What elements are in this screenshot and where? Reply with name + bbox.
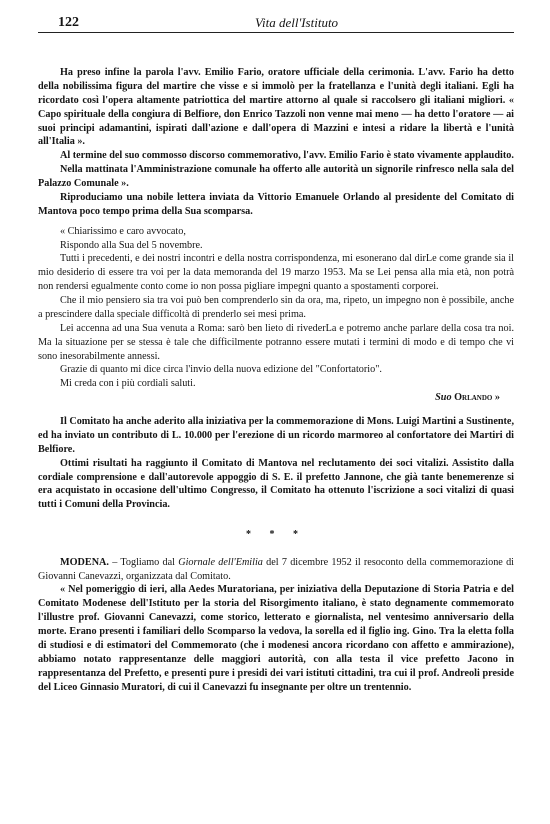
paragraph-soci-vitalizi: Ottimi risultati ha raggiunto il Comitato di Mantova nel reclutamento dei soci vitalizi. Assistito dalla cordiale comprensione e dall'autorevole appoggio di S. E. il prefetto Jannone, che già tante benemerenze si era acquistato in occasione dell'ultimo Congresso, il Comitato ha ottenuto l'iscrizione a soci vitalizi di quasi tutti i Comuni della Provincia. bbox=[38, 457, 514, 511]
letter-paragraph: Grazie di quanto mi dice circa l'invio della nuova edizione del "Confortatorio". bbox=[60, 364, 382, 376]
signature-prefix: Suo bbox=[435, 392, 452, 404]
letter-paragraph: Che il mio pensiero sia tra voi può ben comprenderlo sin da ora, ma, ripeto, un impegno non è possibile, anche a prescindere dalla speciale difficoltà di prenderlo sei mesi prima. bbox=[38, 295, 514, 320]
letter-signature bbox=[38, 391, 500, 405]
paragraph-martini: Il Comitato ha anche aderito alla iniziativa per la commemorazione di Mons. Luigi Martini a Sustinente, ed ha inviato un contributo di L. 10.000 per l'erezione di un ricordo marmoreo al confortatore dei Martiri di Belfiore. bbox=[38, 416, 514, 455]
paragraph-reception: Nella mattinata l'Amministrazione comunale ha offerto alle autorità un signorile rinfresco nella sala del Palazzo Comunale ». bbox=[38, 164, 514, 189]
paragraph-modena-report: « Nel pomeriggio di ieri, alla Aedes Muratoriana, per iniziativa della Deputazione di Storia Patria e del Comitato Modenese dell'Istituto per la storia del Risorgimento italiano, è stato degnamente commemorato l'illustre prof. Giovanni Canevazzi, come storico, letterato e giornalista, nel ventesimo anniversario della morte. Erano presenti i familiari dello Scomparso la vedova, la sorella ed il figlio ing. Gino. Tra la eletta folla di studiosi e di estimatori del Commemorato (che i modenesi ancora ricordano con affetto e ammirazione), abbiamo notato rappresentanze delle maggiori autorità, con alla testa il vice prefetto Jacono in rappresentanza del Prefetto, e presenti pure i presidi dei vari istituti cittadini, tra cui il prof. Andreoli preside del Liceo Ginnasio Muratori, di cui il Canevazzi fu insegnante per oltre un trentennio. bbox=[38, 584, 514, 693]
running-title: Vita dell'Istituto bbox=[255, 15, 339, 30]
letter-reply: Rispondo alla Sua del 5 novembre. bbox=[60, 239, 203, 251]
page-number: 122 bbox=[58, 15, 79, 30]
letter-paragraph: Lei accenna ad una Sua venuta a Roma: sarò ben lieto di rivederLa e potremo anche parlare della cosa tra noi. Ma la situazione per se stessa è tale che difficilmente potranno essere mutati i termini di modo e di tempo che vi sono inesorabilmente annessi. bbox=[38, 322, 514, 362]
paragraph-applause: Al termine del suo commosso discorso commemorativo, l'avv. Emilio Fario è stato vivamente applaudito. bbox=[60, 150, 514, 162]
newspaper-title: Giornale dell'Emilia bbox=[178, 556, 263, 568]
paragraph-modena-intro: MODENA. – Togliamo dal Giornale dell'Emilia del 7 dicembre 1952 il resoconto della commemorazione di Giovanni Canevazzi, organizzata dal Comitato. bbox=[38, 556, 514, 582]
letter-closing: Mi creda con i più cordiali saluti. bbox=[60, 378, 196, 390]
paragraph-fario-speech: Ha preso infine la parola l'avv. Emilio Fario, oratore ufficiale della cerimonia. L'avv. Fario ha detto della nobilissima figura del martire che visse e si immolò per la fratellanza e l'unità degli italiani. Egli ha ricordato così l'opera altamente patriottica del martire attorno al quale si raccolsero gli italiani migliori. « Capo spirituale della congiura di Belfiore, don Enrico Tazzoli non venne mai meno — ha detto l'oratore — ai suoi principi adamantini, ispirati dall'azione e dall'opera di Mazzini e intesi a ridare la libertà e l'unità all'Italia ». bbox=[38, 67, 514, 148]
page-header bbox=[38, 12, 514, 33]
paragraph-letter-intro: Riproduciamo una nobile lettera inviata da Vittorio Emanuele Orlando al presidente del Comitato di Mantova poco tempo prima della Sua scomparsa. bbox=[38, 191, 514, 217]
signature-name: Orlando » bbox=[454, 392, 500, 404]
letter-paragraph: Tutti i precedenti, e dei nostri incontri e della nostra corrispondenza, mi esonerano dal dirLe come grande sia il mio desiderio di essere tra voi per la data memoranda del 19 marzo 1953. Ma se Lei pensa alla mia età, non potrà non rendersi egualmente conto come io non possa pigliare impegni quanto a spostamenti corporei. bbox=[38, 253, 514, 293]
letter-salutation: « Chiarissimo e caro avvocato, bbox=[60, 225, 186, 237]
section-heading-modena: MODENA. bbox=[60, 556, 109, 568]
orlando-letter bbox=[38, 225, 514, 405]
section-separator: * * * bbox=[246, 529, 306, 541]
